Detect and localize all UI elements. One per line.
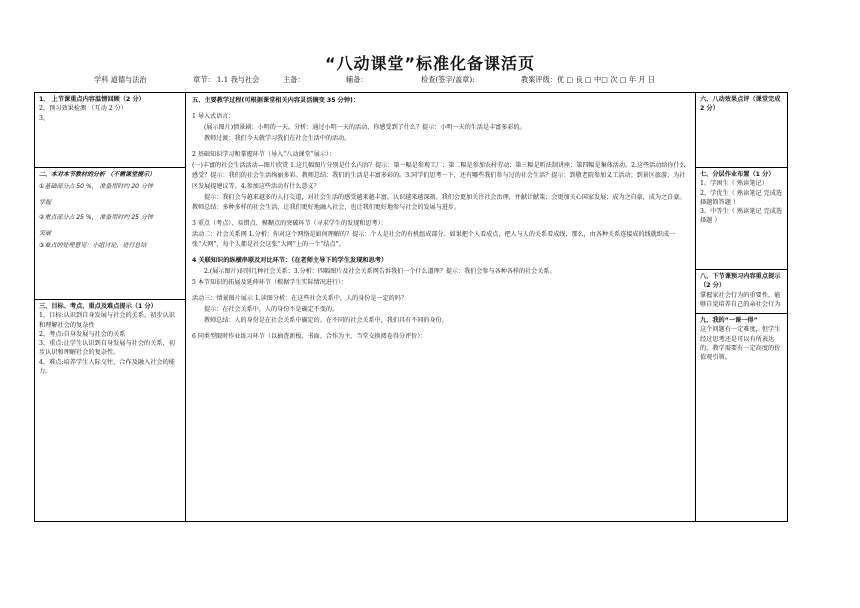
left-column [35,93,186,521]
process-line: 提示：在社会关系中，人的身份不是确定不变的。 [204,306,339,314]
process-line: 5 本节知识的拓展及延伸环节（根据学生实际情况进行）： [192,279,348,287]
process-line: 4 关联知识的纵横串联及对比环节：（在老师主导下的学生发现和思考） [192,256,388,264]
section-review [35,93,185,167]
analysis-item: ②重点部分占 25 %， 准备用时约 25 分钟 [39,214,153,222]
homework-item: 2、学优生（ 熟读笔记 完成选择题简答题 ） [700,189,783,206]
section-homework-heading: 七、分层作业布置（1 分） [700,171,775,178]
process-line: 教师总结：人的身份是在社会关系中确定的。在不同的社会关系中，我们具有不同的身份。 [204,317,448,325]
meta-host: 主备： [283,75,305,84]
meta-check: 检查(签字/盖章): [421,75,475,84]
process-line: 提示：我们会与越来越多的人打交道，对社会生活的感受越来越丰富、认识越来越深刻。我们会更加关注社会治理，并献计献策；会更加关心国家发展；成为之自豪，成为之自豪。教师总结：多种多样的社会生活，让我们更好地融入社会，也让我们更好地参与社会的发展与进步。 [192,193,686,211]
right-column [696,93,787,521]
section-goals [35,299,185,521]
goal-item: 4、难点:培养学生人际交往、合作及融入社会的能力。 [39,358,175,376]
page-title: “八动课堂”标准化备课活页 [324,54,536,73]
goal-item: 1、目标:认识到自身发展与社会的关系，初步认识和理解社会的复杂性 [39,312,175,329]
analysis-item: ①基础部分占 50 %， 准备用时约 20 分钟 [39,183,153,190]
section-process [186,93,695,521]
section-review-heading: 1、 上节课重点内容温情回顾（2 分） [39,96,145,103]
review-item: 2、预习效果检测 （互动 2 分） [39,105,128,113]
meta-chapter: 章节： 1.1 我与社会 [193,75,260,84]
homework-item: 1、学困生（ 熟读笔记） [700,180,768,188]
process-line: (一)丰富的社会生活活动—图片欣赏 1.这几幅图片分别是什么内容？提示：第一幅是参观工厂；第二幅是参加农村劳动；第三幅是听法制讲座；第四幅是集体活动。2.这些活动给你什么感受？提示：我们的社会生活绚丽多彩。教师总结：我们的生活是丰富多彩的。3.同学们思考一下，还有哪些我们参与过的社会生活？提示：到敬老院参加义工活动；到景区旅游；为社区发展提建议等。4.参加这些活动有什么意义？ [192,162,686,190]
process-line: 活动三：情景图片展示 1.读图分析：在这些社会关系中，人的身份是一定的吗？ [192,295,407,303]
process-line: 活动二：社会关系网 1.分析：你对这个网络是如何理解的？提示：个人是社会的有机组成部分。如果把个人看成点，把人与人的关系看成线，那么，由各种关系连接成的线就织成一张“大网”，每个人都是社会这张“大网”上的一个“结点”。 [192,230,676,248]
meta-rating: 教案评级：优 □ 良 □ 中□ 次 □ 年 月 日 [521,75,655,84]
section-takeaway-heading: 九、我的“一课一得” [700,317,758,324]
goal-item: 3、重点:让学生认识到自身发展与社会的关系，初步认识和理解社会的复杂性。 [39,340,175,357]
lesson-plan-table [34,92,788,522]
analysis-item: 突破 [39,229,52,237]
takeaway-text: 这个问题有一定难度，但学生经过思考还是可以有所表达的，教学需要有一定高度的价值观引领。 [700,326,781,362]
section-process-heading: 五、主要教学过程(可根据课堂相关内容灵活摘变 35 分钟)： [192,97,360,104]
analysis-item: 掌握 [39,198,52,206]
section-preview-heading: 八、下节课预习内容重点提示（2 分） [700,273,781,290]
process-line: 教师过渡：我们今天就学习我们在社会生活中的活动。 [204,135,351,143]
homework-item: 3、中等生（ 熟读笔记 完成选择题 ） [700,208,783,225]
middle-column [186,93,696,521]
process-line: 2 基础知识学习和掌握环节（导入“八动课堂”展示）： [192,151,336,159]
review-item: 3、 [39,114,50,122]
preview-text: 掌握家社会行为的重要性，能够自觉培养自己的亲社会行为 [700,291,781,308]
goal-item: 2、考点:自身发展与社会的关系 [39,330,126,338]
section-analysis-heading: 二、本对本节教材的分析 （不需课堂提示） [39,171,156,178]
process-line: 2.(展示图片)识别几种社会关系；3.分析：四幅图片及社会关系网告诉我们一个什么道理？提示：我们会参与各种各样的社会关系。 [204,268,556,276]
analysis-item: ③难点的处理意见：小组讨论，进行总结 [39,242,147,250]
section-preview [696,269,787,313]
process-line: (展示图片)情景剧：小明的一天。分析：通过小明一天的活动，你感受到了什么？提示：小明一天的生活是丰富多彩的。 [204,124,526,132]
section-evaluation-heading: 六、八动效果点评（课堂完成 2 分） [700,96,781,113]
process-line: 1 导入式语言： [192,113,235,121]
process-line: 6 同类型限时作业练习环节（以抽查新板、书面、合作为主，当堂交换阅卷得分评价）： [192,333,427,341]
section-evaluation [696,93,787,167]
section-takeaway [696,313,787,521]
process-line: 3 重点（考点）、易错点、模糊点的突破环节（寻求学生的发现和思考）： [192,219,387,227]
meta-assist: 辅备： [346,75,368,84]
section-analysis [35,167,185,299]
section-goals-heading: 三、目标、考点、重点及难点提示（1 分） [39,303,157,310]
meta-subject: 学科 道德与法治 [94,75,147,84]
